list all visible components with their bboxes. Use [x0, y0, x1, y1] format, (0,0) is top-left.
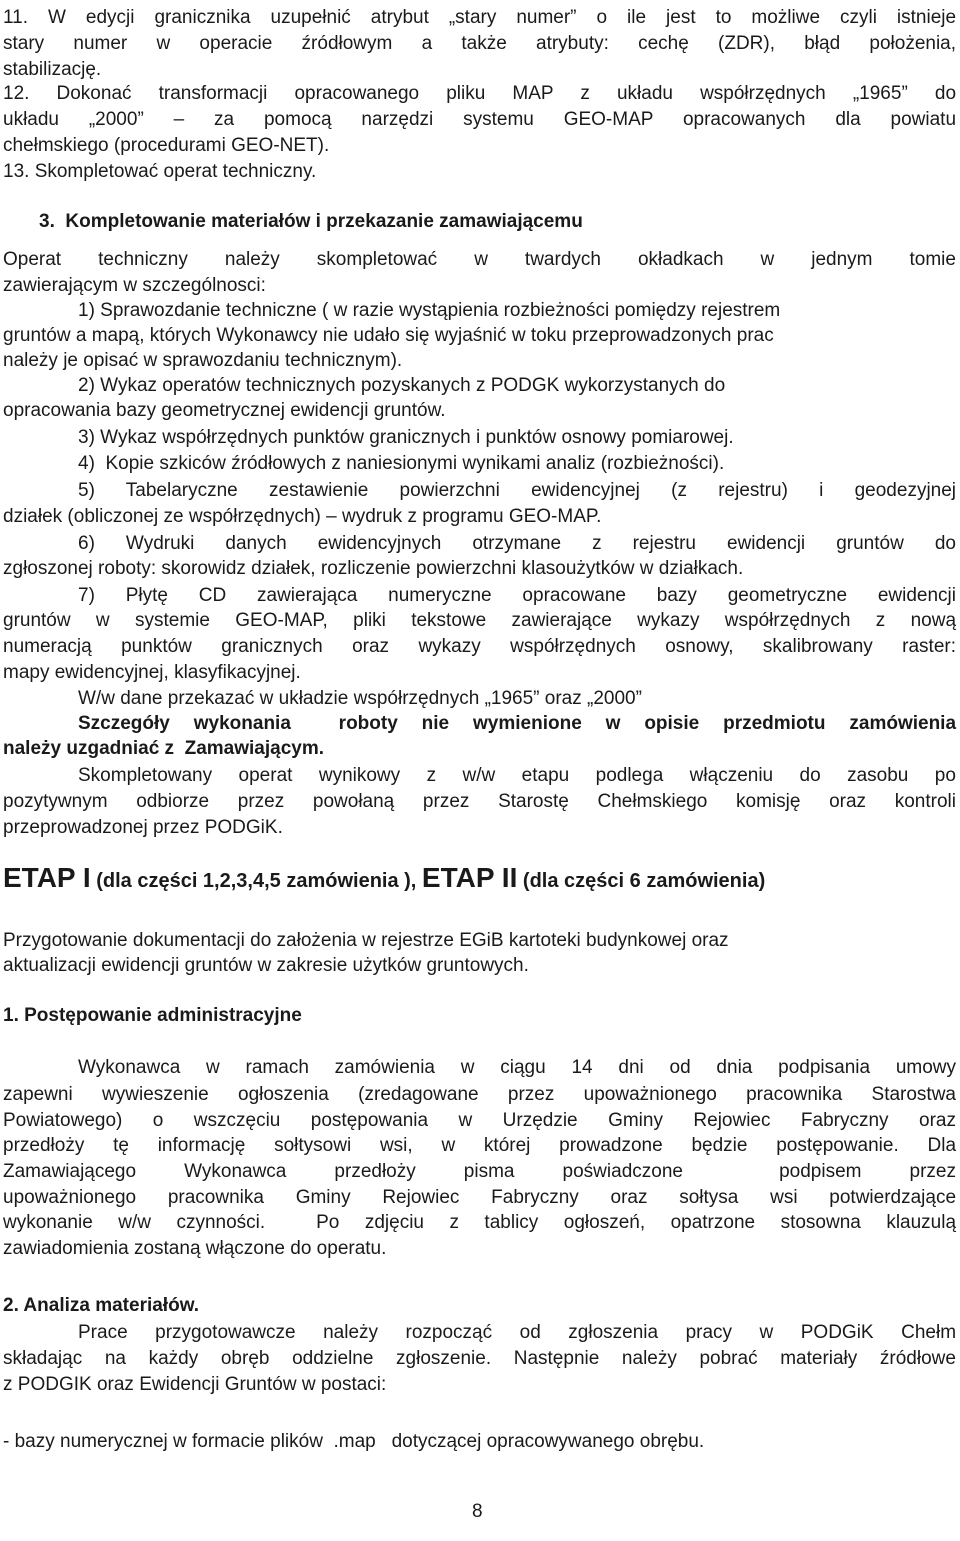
- text-line-content: numeracją punktów granicznych oraz wykazy współrzędnych osnowy, skalibrowany raster:: [3, 636, 957, 657]
- text-line-content: 12. Dokonać transformacji opracowanego pliku MAP z układu współrzędnych „1965” do: [3, 83, 957, 104]
- text-line-content: pozytywnym odbiorze przez powołaną przez Starostę Chełmskiego komisję oraz kontroli: [3, 791, 956, 812]
- text-line: [3, 1430, 704, 1454]
- text-line-content: należy uzgadniać z Zamawiającym.: [3, 738, 325, 759]
- text-line: [3, 1347, 956, 1371]
- text-line-content: Prace przygotowawcze należy rozpocząć od zgłoszenia pracy w PODGiK Chełm: [78, 1322, 957, 1343]
- text-line-content: W/w dane przekazać w układzie współrzędnych „1965” oraz „2000”: [78, 688, 642, 709]
- text-line: [3, 32, 956, 56]
- text-line: [3, 82, 956, 106]
- text-line-content: Wykonawca w ramach zamówienia w ciągu 14 dni od dnia podpisania umowy: [78, 1057, 957, 1078]
- text-line: [3, 954, 529, 978]
- text-line-content: 4) Kopie szkiców źródłowych z naniesionymi wynikami analiz (rozbieżności).: [78, 453, 725, 474]
- text-line-content: działek (obliczonej ze współrzędnych) – wydruk z programu GEO-MAP.: [3, 506, 602, 527]
- text-line-content: Zamawiającego Wykonawca przedłoży pisma poświadczone podpisem przez: [3, 1161, 956, 1182]
- text-line-content: zgłoszonej roboty: skorowidz działek, rozliczenie powierzchni klasoużytków w działkach.: [3, 558, 744, 579]
- text-line: [3, 1294, 199, 1318]
- text-line-content: opracowania bazy geometrycznej ewidencji gruntów.: [3, 400, 446, 421]
- text-line: [3, 929, 729, 953]
- text-line: [3, 609, 956, 633]
- text-line: [3, 324, 774, 348]
- text-line: [3, 6, 956, 30]
- etap-2-label: ETAP II: [421, 862, 518, 893]
- text-line: [78, 687, 642, 711]
- text-line-content: 3. Kompletowanie materiałów i przekazanie zamawiającemu: [39, 211, 583, 232]
- text-line: [3, 399, 446, 423]
- text-line: [78, 532, 956, 556]
- etap-1-scope: (dla części 1,2,3,4,5 zamówienia ),: [90, 870, 422, 892]
- text-line-content: - bazy numerycznej w formacie plików .map dotyczącej opracowywanego obrębu.: [3, 1431, 705, 1452]
- text-line-content: 5) Tabelaryczne zestawienie powierzchni ewidencyjnej (z rejestru) i geodezyjnej: [78, 480, 957, 501]
- text-line-content: wykonanie w/w czynności. Po zdjęciu z tablicy ogłoszeń, opatrzone stosowna klauzulą: [3, 1212, 957, 1233]
- text-line-content: aktualizacji ewidencji gruntów w zakresie użytków gruntowych.: [3, 955, 529, 976]
- text-line-content: zawierającym w szczególnosci:: [3, 275, 266, 296]
- text-line-content: 2) Wykaz operatów technicznych pozyskanych z PODGK wykorzystanych do: [78, 375, 726, 396]
- text-line: [78, 1056, 956, 1080]
- text-line-content: przeprowadzonej przez PODGiK.: [3, 817, 283, 838]
- text-line-content: układu „2000” – za pomocą narzędzi systemu GEO-MAP opracowanych dla powiatu: [3, 109, 957, 130]
- text-line-content: składając na każdy obręb oddzielne zgłoszenie. Następnie należy pobrać materiały źródłowe: [3, 1348, 956, 1369]
- text-line-content: Powiatowego) o wszczęciu postępowania w Urzędzie Gminy Rejowiec Fabryczny oraz: [3, 1110, 956, 1131]
- text-line: [3, 557, 743, 581]
- text-line: [39, 210, 583, 234]
- text-line: [3, 1186, 956, 1210]
- text-line: [78, 764, 956, 788]
- text-line: [3, 1004, 302, 1028]
- text-line: [3, 1373, 386, 1397]
- text-line: [3, 160, 316, 184]
- text-line-content: 1) Sprawozdanie techniczne ( w razie wystąpienia rozbieżności pomiędzy rejestrem: [78, 300, 781, 321]
- text-line-content: gruntów w systemie GEO-MAP, pliki tekstowe zawierające wykazy współrzędnych z nową: [3, 610, 957, 631]
- text-line-content: należy je opisać w sprawozdaniu technicznym).: [3, 350, 403, 371]
- text-line: [3, 816, 283, 840]
- text-line: [3, 1211, 956, 1235]
- text-line-content: z PODGIK oraz Ewidencji Gruntów w postaci:: [3, 1374, 387, 1395]
- text-line: [78, 584, 956, 608]
- text-line-content: przedłoży tę informację sołtysowi wsi, w której prowadzone będzie postępowanie. Dla: [3, 1135, 957, 1156]
- text-line-content: 13. Skompletować operat techniczny.: [3, 161, 317, 182]
- text-line-content: 3) Wykaz współrzędnych punktów granicznych i punktów osnowy pomiarowej.: [78, 427, 734, 448]
- text-line: [78, 1321, 956, 1345]
- text-line-content: 2. Analiza materiałów.: [3, 1295, 200, 1316]
- text-line-content: 1. Postępowanie administracyjne: [3, 1005, 302, 1026]
- text-line: [3, 1160, 956, 1184]
- text-line: [3, 635, 956, 659]
- text-line: [78, 426, 734, 450]
- text-line: [3, 1109, 956, 1133]
- text-line: [3, 274, 266, 298]
- text-line-content: gruntów a mapą, których Wykonawcy nie udało się wyjaśnić w toku przeprowadzonych prac: [3, 325, 774, 346]
- text-line-content: Skompletowany operat wynikowy z w/w etapu podlega włączeniu do zasobu po: [78, 765, 956, 786]
- text-line-content: mapy ewidencyjnej, klasyfikacyjnej.: [3, 662, 301, 683]
- etap-2-scope: (dla części 6 zamówienia): [517, 870, 766, 892]
- text-line: [3, 1237, 386, 1261]
- text-line-content: stary numer w operacie źródłowym a także atrybuty: cechę (ZDR), błąd położenia,: [3, 33, 957, 54]
- text-line-content: 11. W edycji granicznika uzupełnić atrybut „stary numer” o ile jest to możliwe czyli istnieje: [3, 7, 957, 28]
- text-line-content: upoważnionego pracownika Gminy Rejowiec Fabryczny oraz sołtysa wsi potwierdzające: [3, 1187, 957, 1208]
- text-line: [78, 299, 780, 323]
- text-line: [3, 248, 956, 272]
- text-line-content: Operat techniczny należy skompletować w twardych okładkach w jednym tomie: [3, 249, 956, 270]
- text-line: [78, 374, 725, 398]
- text-line: [78, 452, 724, 476]
- text-line: [472, 1500, 483, 1524]
- etap-heading: [3, 862, 765, 894]
- text-line: [3, 134, 329, 158]
- etap-1-label: ETAP I: [3, 862, 91, 893]
- text-line: [3, 661, 301, 685]
- text-line-content: stabilizację.: [3, 59, 102, 80]
- text-line-content: chełmskiego (procedurami GEO-NET).: [3, 135, 330, 156]
- text-line-content: 8: [472, 1501, 483, 1522]
- text-line: [3, 790, 956, 814]
- text-line: [78, 712, 956, 736]
- text-line: [3, 349, 402, 373]
- text-line: [3, 505, 601, 529]
- text-line-content: 7) Płytę CD zawierająca numeryczne opracowane bazy geometryczne ewidencji: [78, 585, 956, 606]
- text-line-content: Szczegóły wykonania roboty nie wymienione w opisie przedmiotu zamówienia: [78, 713, 957, 734]
- text-line: [3, 108, 956, 132]
- text-line: [3, 737, 324, 761]
- text-line: [3, 58, 101, 82]
- text-line-content: zawiadomienia zostaną włączone do operatu.: [3, 1238, 387, 1259]
- text-line: [3, 1134, 956, 1158]
- text-line: [3, 1083, 956, 1107]
- text-line-content: 6) Wydruki danych ewidencyjnych otrzymane z rejestru ewidencji gruntów do: [78, 533, 956, 554]
- text-line: [78, 479, 956, 503]
- text-line-content: zapewni wywieszenie ogłoszenia (zredagowane przez upoważnionego pracownika Starostwa: [3, 1084, 957, 1105]
- text-line-content: Przygotowanie dokumentacji do założenia w rejestrze EGiB kartoteki budynkowej oraz: [3, 930, 729, 951]
